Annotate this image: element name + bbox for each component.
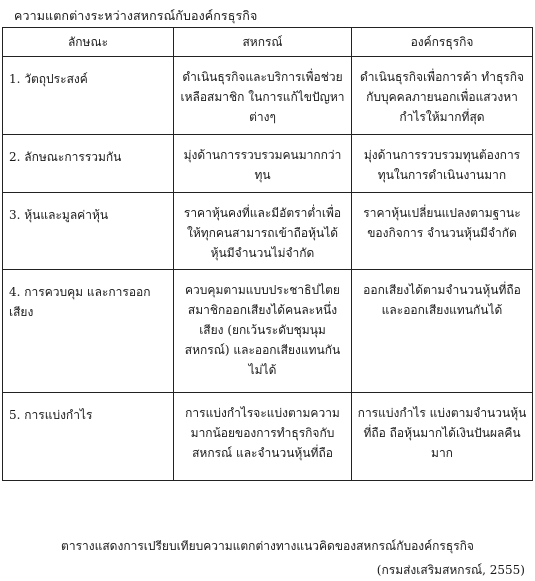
- table-header-row: [3, 28, 533, 57]
- header-cooperative: สหกรณ์: [174, 28, 352, 57]
- comparison-table: [2, 27, 533, 481]
- business-cell: ออกเสียงได้ตามจำนวนหุ้นที่ถือและออกเสียงแทนกันได้: [352, 270, 533, 393]
- table-row: [3, 193, 533, 270]
- row-topic: 5. การแบ่งกำไร: [3, 393, 174, 481]
- cooperative-cell: มุ่งด้านการรวบรวมคนมากกว่าทุน: [174, 135, 352, 193]
- table-caption: ตารางแสดงการเปรียบเทียบความแตกต่างทางแนวคิดของสหกรณ์กับองค์กรธุรกิจ: [61, 539, 474, 553]
- business-cell: การแบ่งกำไร แบ่งตามจำนวนหุ้นที่ถือ ถือหุ้นมากได้เงินปันผลคืนมาก: [352, 393, 533, 481]
- source-citation: (กรมส่งเสริมสหกรณ์, 2555): [376, 563, 525, 577]
- table-row: [3, 393, 533, 481]
- table-row: [3, 57, 533, 135]
- business-cell: ดำเนินธุรกิจเพื่อการค้า ทำธุรกิจกับบุคคลภายนอกเพื่อแสวงหากำไรให้มากที่สุด: [352, 57, 533, 135]
- table-row: [3, 135, 533, 193]
- cooperative-cell: ดำเนินธุรกิจและบริการเพื่อช่วยเหลือสมาชิก ในการแก้ไขปัญหาต่างๆ: [174, 57, 352, 135]
- section-heading: ความแตกต่างระหว่างสหกรณ์กับองค์กรธุรกิจ: [14, 8, 258, 23]
- row-topic: 3. หุ้นและมูลค่าหุ้น: [3, 193, 174, 270]
- row-topic: 1. วัตถุประสงค์: [3, 57, 174, 135]
- cooperative-cell: การแบ่งกำไรจะแบ่งตามความมากน้อยของการทำธุรกิจกับสหกรณ์ และจำนวนหุ้นที่ถือ: [174, 393, 352, 481]
- row-topic: 2. ลักษณะการรวมกัน: [3, 135, 174, 193]
- table-row: [3, 270, 533, 393]
- business-cell: ราคาหุ้นเปลี่ยนแปลงตามฐานะของกิจการ จำนวนหุ้นมีจำกัด: [352, 193, 533, 270]
- row-topic: 4. การควบคุม และการออกเสียง: [3, 270, 174, 393]
- cooperative-cell: ควบคุมตามแบบประชาธิปไตย สมาชิกออกเสียงได้คนละหนึ่งเสียง (ยกเว้นระดับชุมนุมสหกรณ์) และออกเสียงแทนกันไม่ได้: [174, 270, 352, 393]
- header-business: องค์กรธุรกิจ: [352, 28, 533, 57]
- business-cell: มุ่งด้านการรวบรวมทุนต้องการทุนในการดำเนินงานมาก: [352, 135, 533, 193]
- cooperative-cell: ราคาหุ้นคงที่และมีอัตราต่ำเพื่อให้ทุกคนสามารถเข้าถือหุ้นได้ หุ้นมีจำนวนไม่จำกัด: [174, 193, 352, 270]
- header-characteristic: ลักษณะ: [3, 28, 174, 57]
